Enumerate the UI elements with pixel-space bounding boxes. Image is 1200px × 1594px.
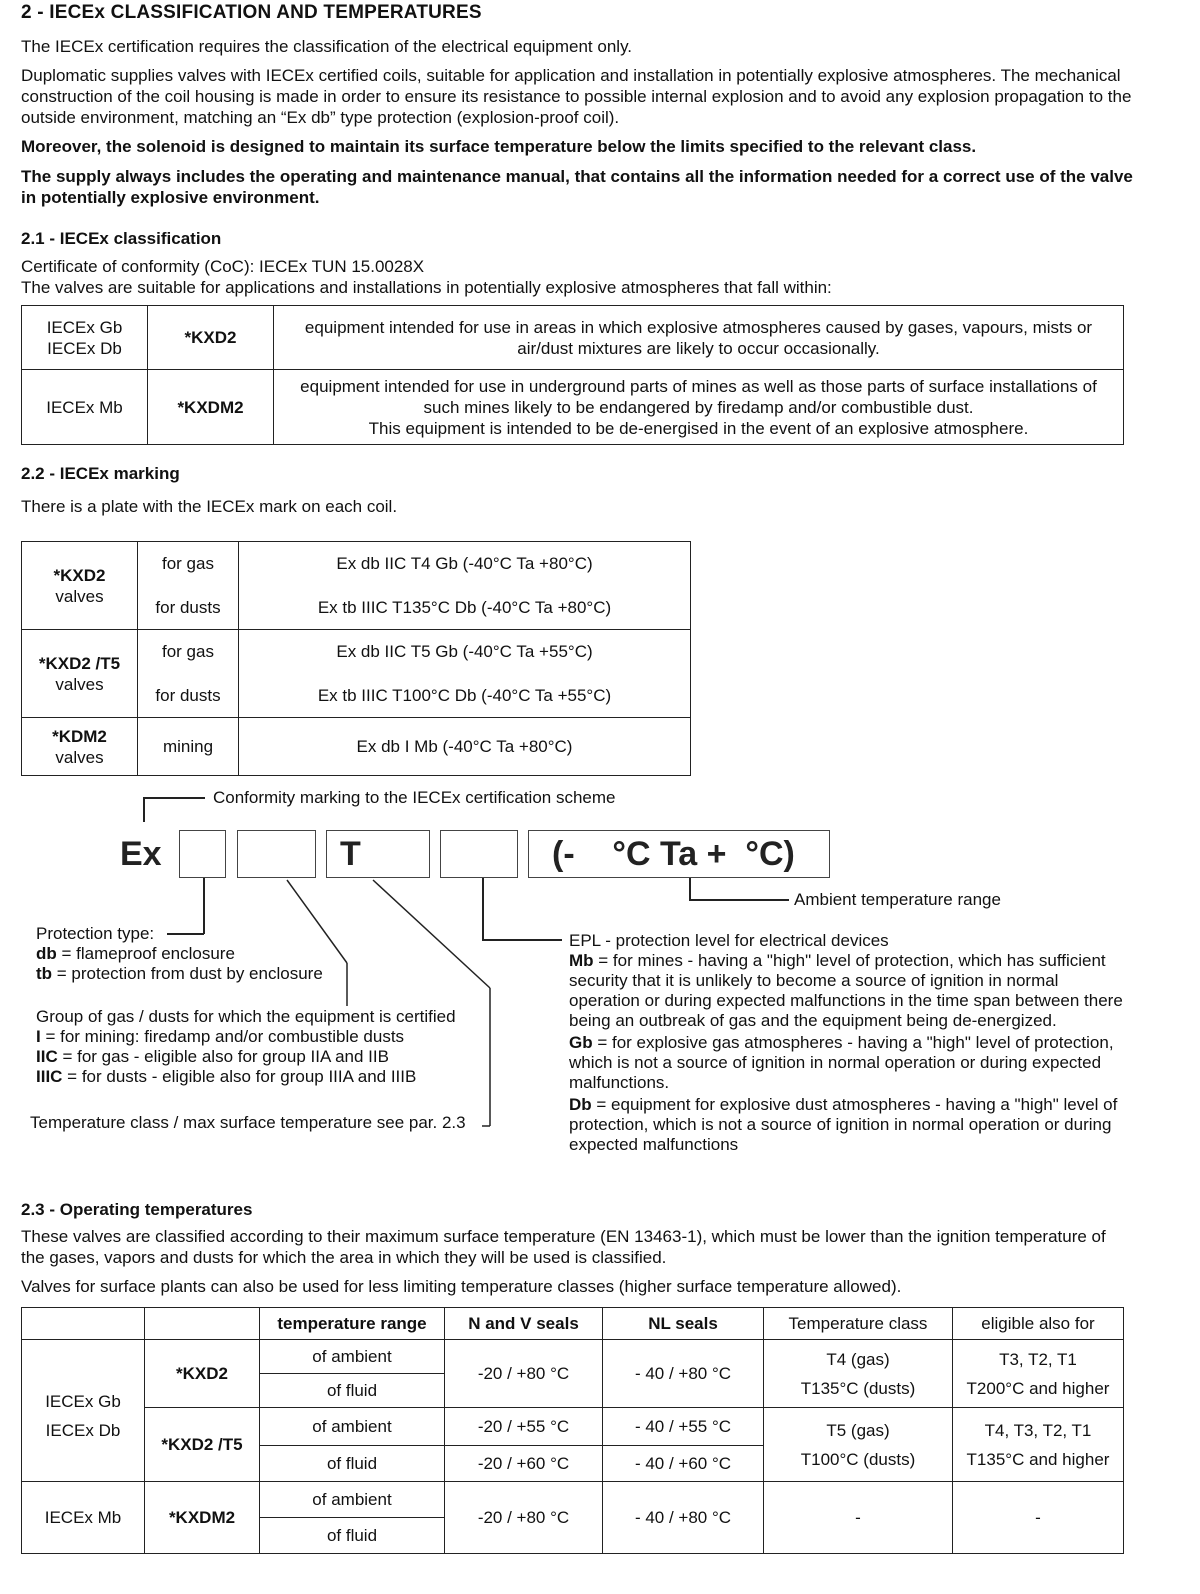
header-cell: Temperature class bbox=[764, 1308, 953, 1340]
temperature-table bbox=[21, 1307, 1124, 1554]
code-cell: *KXDM2 bbox=[145, 1482, 260, 1554]
mark-cell: Ex tb IIIC T135°C Db (-40°C Ta +80°C) bbox=[239, 586, 691, 630]
eligible-cell: T3, T2, T1 T200°C and higher bbox=[953, 1340, 1124, 1408]
header-cell: NL seals bbox=[603, 1308, 764, 1340]
range-cell: of ambient bbox=[260, 1340, 445, 1374]
suitability-line: The valves are suitable for applications and installations in potentially explosive atmospheres that fall within: bbox=[21, 278, 832, 297]
section-2-3-title: 2.3 - Operating temperatures bbox=[21, 1200, 253, 1219]
intro-paragraph-4: The supply always includes the operating and maintenance manual, that contains all the information needed for a correct use of the valve in potentially explosive environment. bbox=[21, 167, 1133, 207]
range-cell: of ambient bbox=[260, 1408, 445, 1446]
nl-cell: - 40 / +60 °C bbox=[603, 1446, 764, 1482]
ex-symbol: Ex bbox=[120, 835, 162, 873]
code-cell: *KXD2 /T5 valves bbox=[22, 630, 138, 718]
mark-cell: Ex db IIC T5 Gb (-40°C Ta +55°C) bbox=[239, 630, 691, 674]
eligible-cell: - bbox=[953, 1482, 1124, 1554]
marking-line: There is a plate with the IECEx mark on each coil. bbox=[21, 497, 398, 516]
nl-cell: - 40 / +55 °C bbox=[603, 1408, 764, 1446]
header-cell: eligible also for bbox=[953, 1308, 1124, 1340]
class-cell: IECEx Mb bbox=[22, 1482, 145, 1554]
code-cell: *KXD2 /T5 bbox=[145, 1408, 260, 1482]
mark-cell: Ex db I Mb (-40°C Ta +80°C) bbox=[239, 718, 691, 776]
header-cell bbox=[22, 1308, 145, 1340]
page-title: 2 - IECEx CLASSIFICATION AND TEMPERATURES bbox=[21, 2, 482, 23]
description-cell: equipment intended for use in underground parts of mines as well as those parts of surface installations of such mines likely to be endangered by firedamp and/or combustible dust. This equipment is intended to be de-energised in the event of an explosive atmosphere. bbox=[274, 370, 1124, 445]
code-cell: *KXD2 bbox=[148, 306, 274, 370]
mark-cell: Ex db IIC T4 Gb (-40°C Ta +80°C) bbox=[239, 542, 691, 586]
class-cell: IECEx Gb IECEx Db bbox=[22, 306, 148, 370]
temp-class-cell: T4 (gas) T135°C (dusts) bbox=[764, 1340, 953, 1408]
range-cell: of fluid bbox=[260, 1518, 445, 1554]
section-2-2-title: 2.2 - IECEx marking bbox=[21, 464, 180, 483]
nv-cell: -20 / +55 °C bbox=[445, 1408, 603, 1446]
nv-cell: -20 / +80 °C bbox=[445, 1340, 603, 1408]
range-cell: of fluid bbox=[260, 1446, 445, 1482]
range-cell: of ambient bbox=[260, 1482, 445, 1518]
conformity-label: Conformity marking to the IECEx certification scheme bbox=[213, 788, 616, 807]
mark-cell: Ex tb IIIC T100°C Db (-40°C Ta +55°C) bbox=[239, 674, 691, 718]
section-2-1-title: 2.1 - IECEx classification bbox=[21, 229, 222, 248]
range-cell: of fluid bbox=[260, 1374, 445, 1408]
eligible-cell: T4, T3, T2, T1 T135°C and higher bbox=[953, 1408, 1124, 1482]
temp-class-cell: T5 (gas) T100°C (dusts) bbox=[764, 1408, 953, 1482]
nl-cell: - 40 / +80 °C bbox=[603, 1340, 764, 1408]
temp-class-cell: - bbox=[764, 1482, 953, 1554]
group-legend: Group of gas / dusts for which the equipment is certified I = for mining: firedamp and/or combustible dusts IIC = for gas - eligible also for group IIA and IIB IIIC = for dusts - eligible also for group IIIA and IIIB bbox=[36, 1007, 456, 1086]
code-cell: *KXD2 valves bbox=[22, 542, 138, 630]
operating-paragraph-2: Valves for surface plants can also be used for less limiting temperature classes (higher surface temperature allowed). bbox=[21, 1277, 902, 1296]
use-cell: for dusts bbox=[138, 586, 239, 630]
certificate-line: Certificate of conformity (CoC): IECEx TUN 15.0028X bbox=[21, 257, 425, 276]
nv-cell: -20 / +80 °C bbox=[445, 1482, 603, 1554]
range-symbol: (- °C Ta + °C) bbox=[552, 835, 795, 873]
header-cell: temperature range bbox=[260, 1308, 445, 1340]
code-cell: *KXDM2 bbox=[148, 370, 274, 445]
protection-legend: Protection type: db = flameproof enclosure tb = protection from dust by enclosure bbox=[36, 924, 323, 983]
epl-legend: EPL - protection level for electrical devices Mb = for mines - having a "high" level of protection, which has sufficient security that it is unlikely to become a source of ignition in normal operation or during expected malfunctions in the time span between there being an outbreak of gas and the equipment being de-energized. Gb = for explosive gas atmospheres - having a "high" level of protection, which is not a source of ignition in normal operation or during expected malfunctions. Db = equipment for explosive dust atmospheres - having a "high" level of protection, which is not a source of ignition in normal operation or during expected malfunctions bbox=[569, 931, 1123, 1154]
t-symbol: T bbox=[340, 835, 361, 873]
intro-paragraph-3: Moreover, the solenoid is designed to maintain its surface temperature below the limits specified to the relevant class. bbox=[21, 137, 977, 156]
header-cell: N and V seals bbox=[445, 1308, 603, 1340]
description-cell: equipment intended for use in areas in which explosive atmospheres caused by gases, vapours, mists or air/dust mixtures are likely to occur occasionally. bbox=[274, 306, 1124, 370]
class-cell: IECEx Gb IECEx Db bbox=[22, 1340, 145, 1482]
code-cell: *KXD2 bbox=[145, 1340, 260, 1408]
use-cell: for gas bbox=[138, 542, 239, 586]
nv-cell: -20 / +60 °C bbox=[445, 1446, 603, 1482]
temp-class-legend: Temperature class / max surface temperature see par. 2.3 bbox=[30, 1113, 466, 1132]
table-header-row bbox=[22, 1308, 1124, 1340]
intro-paragraph-2: Duplomatic supplies valves with IECEx certified coils, suitable for application and installation in potentially explosive atmospheres. The mechanical construction of the coil housing is made in order to ensure its resistance to possible internal explosion and to avoid any explosion propagation to the outside environment, matching an “Ex db” type protection (explosion-proof coil). bbox=[21, 66, 1132, 127]
header-cell bbox=[145, 1308, 260, 1340]
use-cell: for gas bbox=[138, 630, 239, 674]
operating-paragraph-1: These valves are classified according to their maximum surface temperature (EN 13463-1), which must be lower than the ignition temperature of the gases, vapors and dusts for which the area in which they will be used is classified. bbox=[21, 1227, 1106, 1267]
use-cell: for dusts bbox=[138, 674, 239, 718]
intro-paragraph-1: The IECEx certification requires the classification of the electrical equipment only. bbox=[21, 37, 633, 56]
class-cell: IECEx Mb bbox=[22, 370, 148, 445]
use-cell: mining bbox=[138, 718, 239, 776]
code-cell: *KDM2 valves bbox=[22, 718, 138, 776]
nl-cell: - 40 / +80 °C bbox=[603, 1482, 764, 1554]
ambient-label: Ambient temperature range bbox=[794, 890, 1001, 909]
